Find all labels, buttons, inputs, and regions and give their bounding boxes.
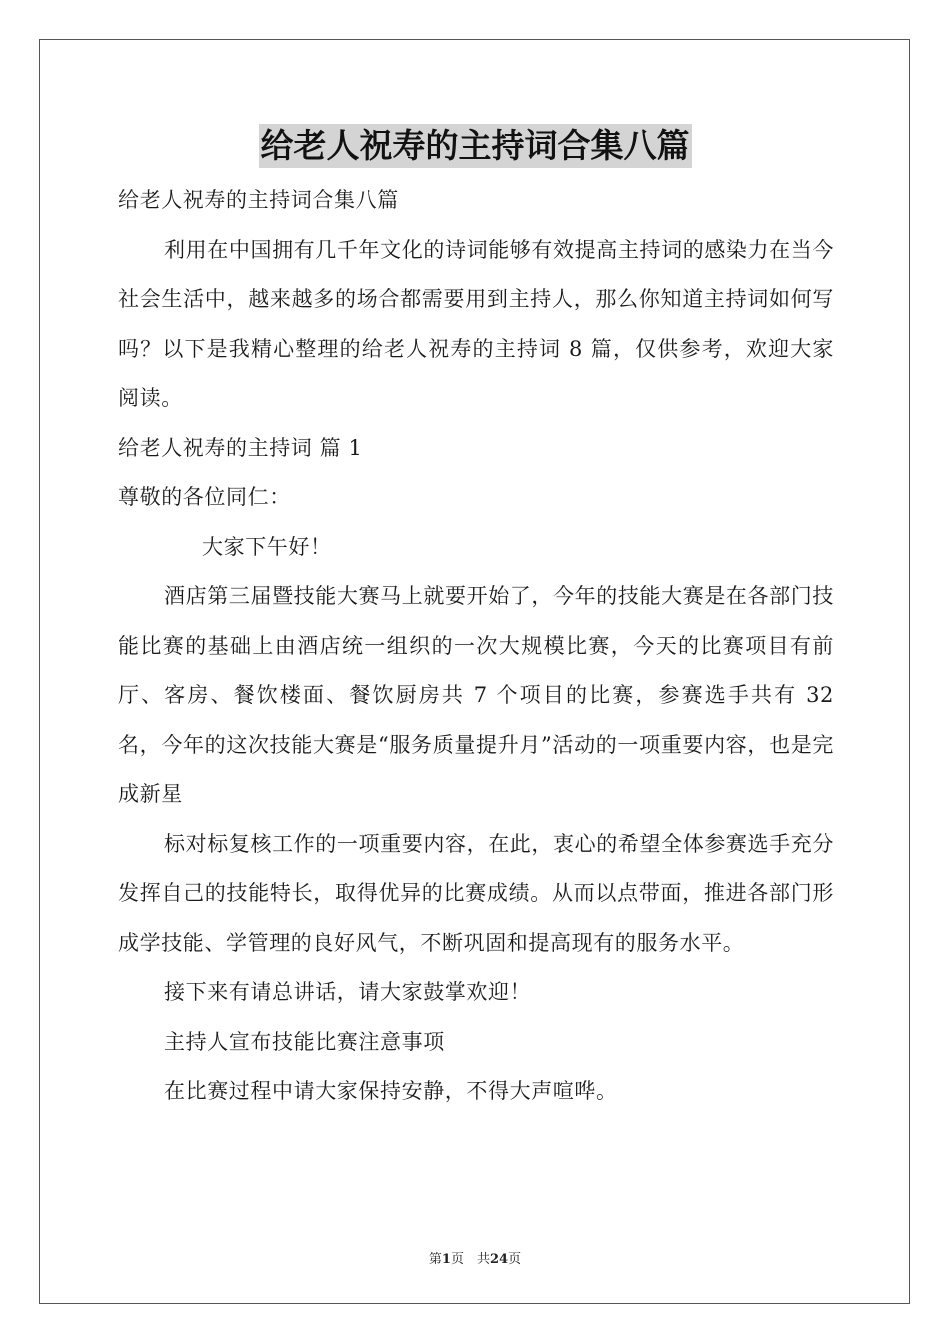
page-footer xyxy=(0,1248,950,1267)
document-body xyxy=(118,176,834,1117)
salutation: 尊敬的各位同仁： xyxy=(118,485,291,509)
body-paragraph-3: 接下来有请总讲话，请大家鼓掌欢迎！ xyxy=(164,980,532,1004)
section-heading: 给老人祝寿的主持词 篇 1 xyxy=(118,435,363,460)
page-prefix: 第 xyxy=(428,1252,442,1267)
page-suffix: 页 xyxy=(508,1252,522,1267)
page-mid: 页 共 xyxy=(450,1252,490,1267)
page-current: 1 xyxy=(441,1252,451,1267)
body-paragraph-2: 标对标复核工作的一项重要内容，在此，衷心的希望全体参赛选手充分发挥自己的技能特长，取得优异的比赛成绩。从而以点带面，推进各部门形成学技能、学管理的良好风气，不断巩固和提高现有的服务水平。 xyxy=(118,831,834,955)
intro-paragraph: 利用在中国拥有几千年文化的诗词能够有效提高主持词的感染力在当今社会生活中，越来越多的场合都需要用到主持人，那么你知道主持词如何写吗？以下是我精心整理的给老人祝寿的主持词 8 篇，仅供参考，欢迎大家阅读。 xyxy=(118,237,834,410)
title-container xyxy=(0,124,950,168)
body-paragraph-4: 主持人宣布技能比赛注意事项 xyxy=(164,1029,445,1054)
page-total: 24 xyxy=(489,1252,509,1267)
greeting: 大家下午好！ xyxy=(202,534,332,559)
body-paragraph-5: 在比赛过程中请大家保持安静，不得大声喧哗。 xyxy=(164,1079,618,1103)
body-paragraph-1: 酒店第三届暨技能大赛马上就要开始了，今年的技能大赛是在各部门技能比赛的基础上由酒店统一组织的一次大规模比赛，今天的比赛项目有前厅、客房、餐饮楼面、餐饮厨房共 7 个项目的比赛，参赛选手共有 32 名，今年的这次技能大赛是“服务质量提升月”活动的一项重要内容，也是完成新星 xyxy=(118,584,834,806)
subtitle-paragraph: 给老人祝寿的主持词合集八篇 xyxy=(118,188,399,212)
document-title: 给老人祝寿的主持词合集八篇 xyxy=(259,124,692,168)
